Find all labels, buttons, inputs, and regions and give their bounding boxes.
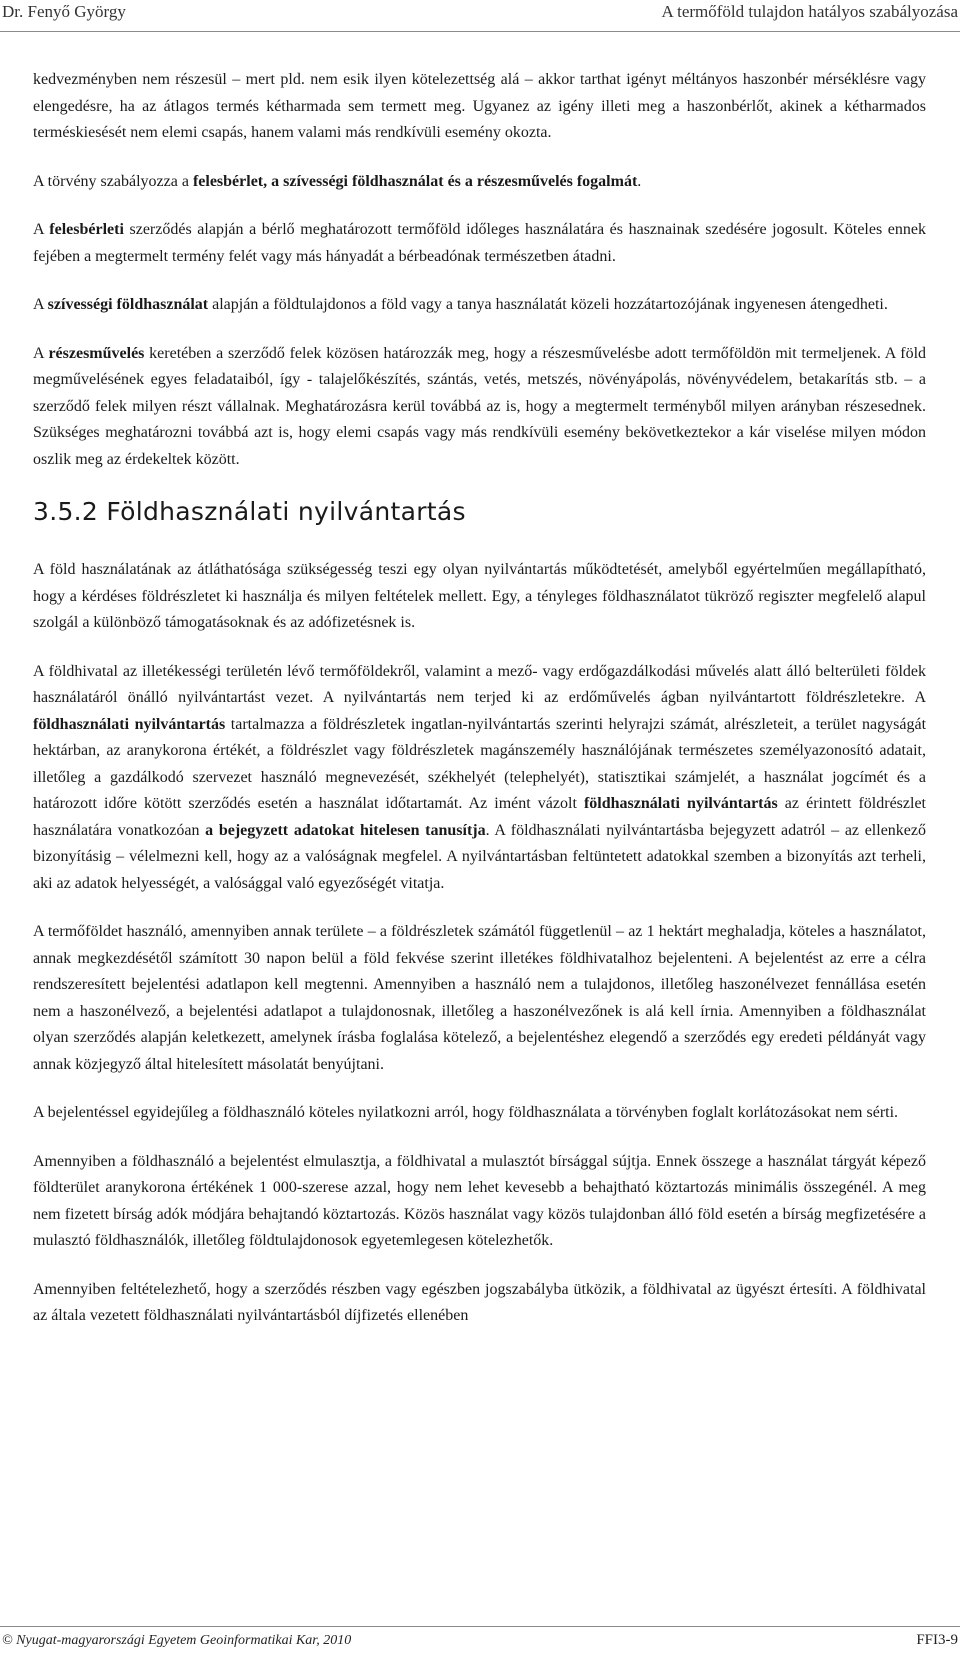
- section-heading: 3.5.2 Földhasználati nyilvántartás: [33, 497, 466, 526]
- section-paragraph: A föld használatának az átláthatósága szükségesség teszi egy olyan nyilvántartás működtetését, amelyből egyértelműen megállapítható, hogy a kérdéses földrészletet ki használja és milyen feltételek mellett. Egy, a tényleges földhasználatot tükröző regiszter megfelelő alapul szolgál a különböző támogatásoknak és az adófizetésnek is.: [33, 561, 926, 631]
- footer-publisher: © Nyugat-magyarországi Egyetem Geoinformatikai Kar, 2010: [2, 1633, 352, 1648]
- section-paragraph: A földhivatal az illetékességi területén lévő termőföldekről, valamint a mező- vagy erdőgazdálkodási művelés alatt álló belterületi földek használatáról önálló nyilvántartást vezet. A nyilvántartás nem terjed ki az erdőművelés ágban nyilvántartott földrészletekre. A földhasználati nyilvántartás tartalmazza a földrészletek ingatlan-nyilvántartás szerinti helyrajzi számát, alrészleteit, a terület nagyságát hektárban, az aranykorona értékét, a földrészlet vagy földrészletek magánszemély használójának természetes személyazonosító adatait, illetőleg a gazdálkodó szervezet használó megnevezését, székhelyét (telephelyét), statisztikai számjelét, a használat jogcímét és a határozott időre kötött szerződés esetén a használat időtartamát. Az imént vázolt földhasználati nyilvántartás az érintett földrészlet használatára vonatkozóan a bejegyzett adatokat hitelesen tanusítja. A földhasználati nyilvántartásba bejegyzett adatról – az ellenkező bizonyításig – vélelmezni kell, hogy az a valóságnak megfelel. A nyilvántartásban feltüntetett adatokkal szemben a bizonyítás azt terheli, aki az adatok helyességét, a valósággal való egyezőségét vitatja.: [33, 662, 927, 892]
- header-divider: [0, 31, 960, 32]
- page-footer: [0, 1630, 960, 1656]
- body-paragraph: kedvezményben nem részesül – mert pld. nem esik ilyen kötelezettség alá – akkor tarthat igényt méltányos haszonbér mérséklésre vagy elengedésre, ha az átlagos termés kétharmada sem termett meg. Ugyanez az igény illeti meg a haszonbérlőt, akinek a kétharmados terméskiesését nem elemi csapás, hanem valami más rendkívüli esemény okozta.: [33, 71, 926, 141]
- header-author: Dr. Fenyő György: [2, 2, 126, 21]
- page-number: FFI3-9: [916, 1632, 958, 1648]
- section-paragraph: A bejelentéssel egyidejűleg a földhasználó köteles nyilatkozni arról, hogy földhasználata a törvényben foglalt korlátozásokat nem sérti.: [33, 1104, 899, 1121]
- body-paragraph: A törvény szabályozza a felesbérlet, a szívességi földhasználat és a részesművelés fogalmát.: [33, 172, 642, 190]
- section-paragraph: A termőföldet használó, amennyiben annak területe – a földrészletek számától függetlenül – az 1 hektárt meghaladja, köteles a használatot, annak megkezdésétől számított 30 napon belül a föld fekvése szerint illetékes földhivatalhoz bejelenteni. A bejelentést az erre a célra rendszeresített bejelentési adatlapon kell megtenni. Amennyiben a használó nem a tulajdonos, illetőleg haszonélvezet fennállása esetén nem a haszonélvező, a bejelentési adatlapot a tulajdonosnak, illetőleg a haszonélvezőnek is alá kell írnia. Amennyiben a földhasználat olyan szerződés alapján keletkezett, amelynek írásba foglalása kötelező, a bejelentéshez elegendő a szerződés egy eredeti példányát vagy annak közjegyző által hitelesített másolatát benyújtani.: [33, 923, 926, 1073]
- page-header: [0, 0, 960, 30]
- section-paragraph: Amennyiben a földhasználó a bejelentést elmulasztja, a földhivatal a mulasztót bírsággal sújtja. Ennek összege a használat tárgyát képező földterület aranykorona értékének 1 000-szerese azzal, hogy nem lehet kevesebb a behajtható köztartozás minimális összegénél. A meg nem fizetett bírság adók módjára behajtandó köztartozás. Közös használat vagy közös tulajdonban álló föld esetén a bírság megfizetésére a mulasztó földhasználók, illetőleg földtulajdonosok egyetemlegesen kötelezhetők.: [33, 1152, 926, 1249]
- body-paragraph: A szívességi földhasználat alapján a földtulajdonos a föld vagy a tanya használatát közeli hozzátartozójának ingyenesen átengedheti.: [33, 296, 888, 313]
- header-title: A termőföld tulajdon hatályos szabályozása: [661, 2, 958, 21]
- page-body: [33, 67, 926, 1352]
- body-paragraph: A részesművelés keretében a szerződő felek közösen határozzák meg, hogy a részesművelésbe adott termőföldön mit termeljenek. A föld megművelésének egyes feladataiból, így - talajelőkészítés, szántás, vetés, metszés, növényápolás, növényvédelem, betakarítás stb. – a szerződő felek milyen részt vállalnak. Meghatározásra kerül továbbá az is, hogy a megtermelt terményből milyen arányban részesednek. Szükséges meghatározni továbbá azt is, hogy elemi csapás vagy más rendkívüli esemény bekövetkeztekor a kár viselése milyen módon oszlik meg az érdekeltek között.: [33, 344, 927, 468]
- footer-divider: [0, 1626, 960, 1627]
- section-paragraph: Amennyiben feltételezhető, hogy a szerződés részben vagy egészben jogszabályba ütközik, a földhivatal az ügyészt értesíti. A földhivatal az általa vezetett földhasználati nyilvántartásból díjfizetés ellenében: [33, 1280, 926, 1324]
- body-paragraph: A felesbérleti szerződés alapján a bérlő meghatározott termőföld időleges használatára és hasznainak szedésére jogosult. Köteles ennek fejében a megtermelt termény felét vagy más hányadát a bérbeadónak természetben átadni.: [33, 221, 927, 265]
